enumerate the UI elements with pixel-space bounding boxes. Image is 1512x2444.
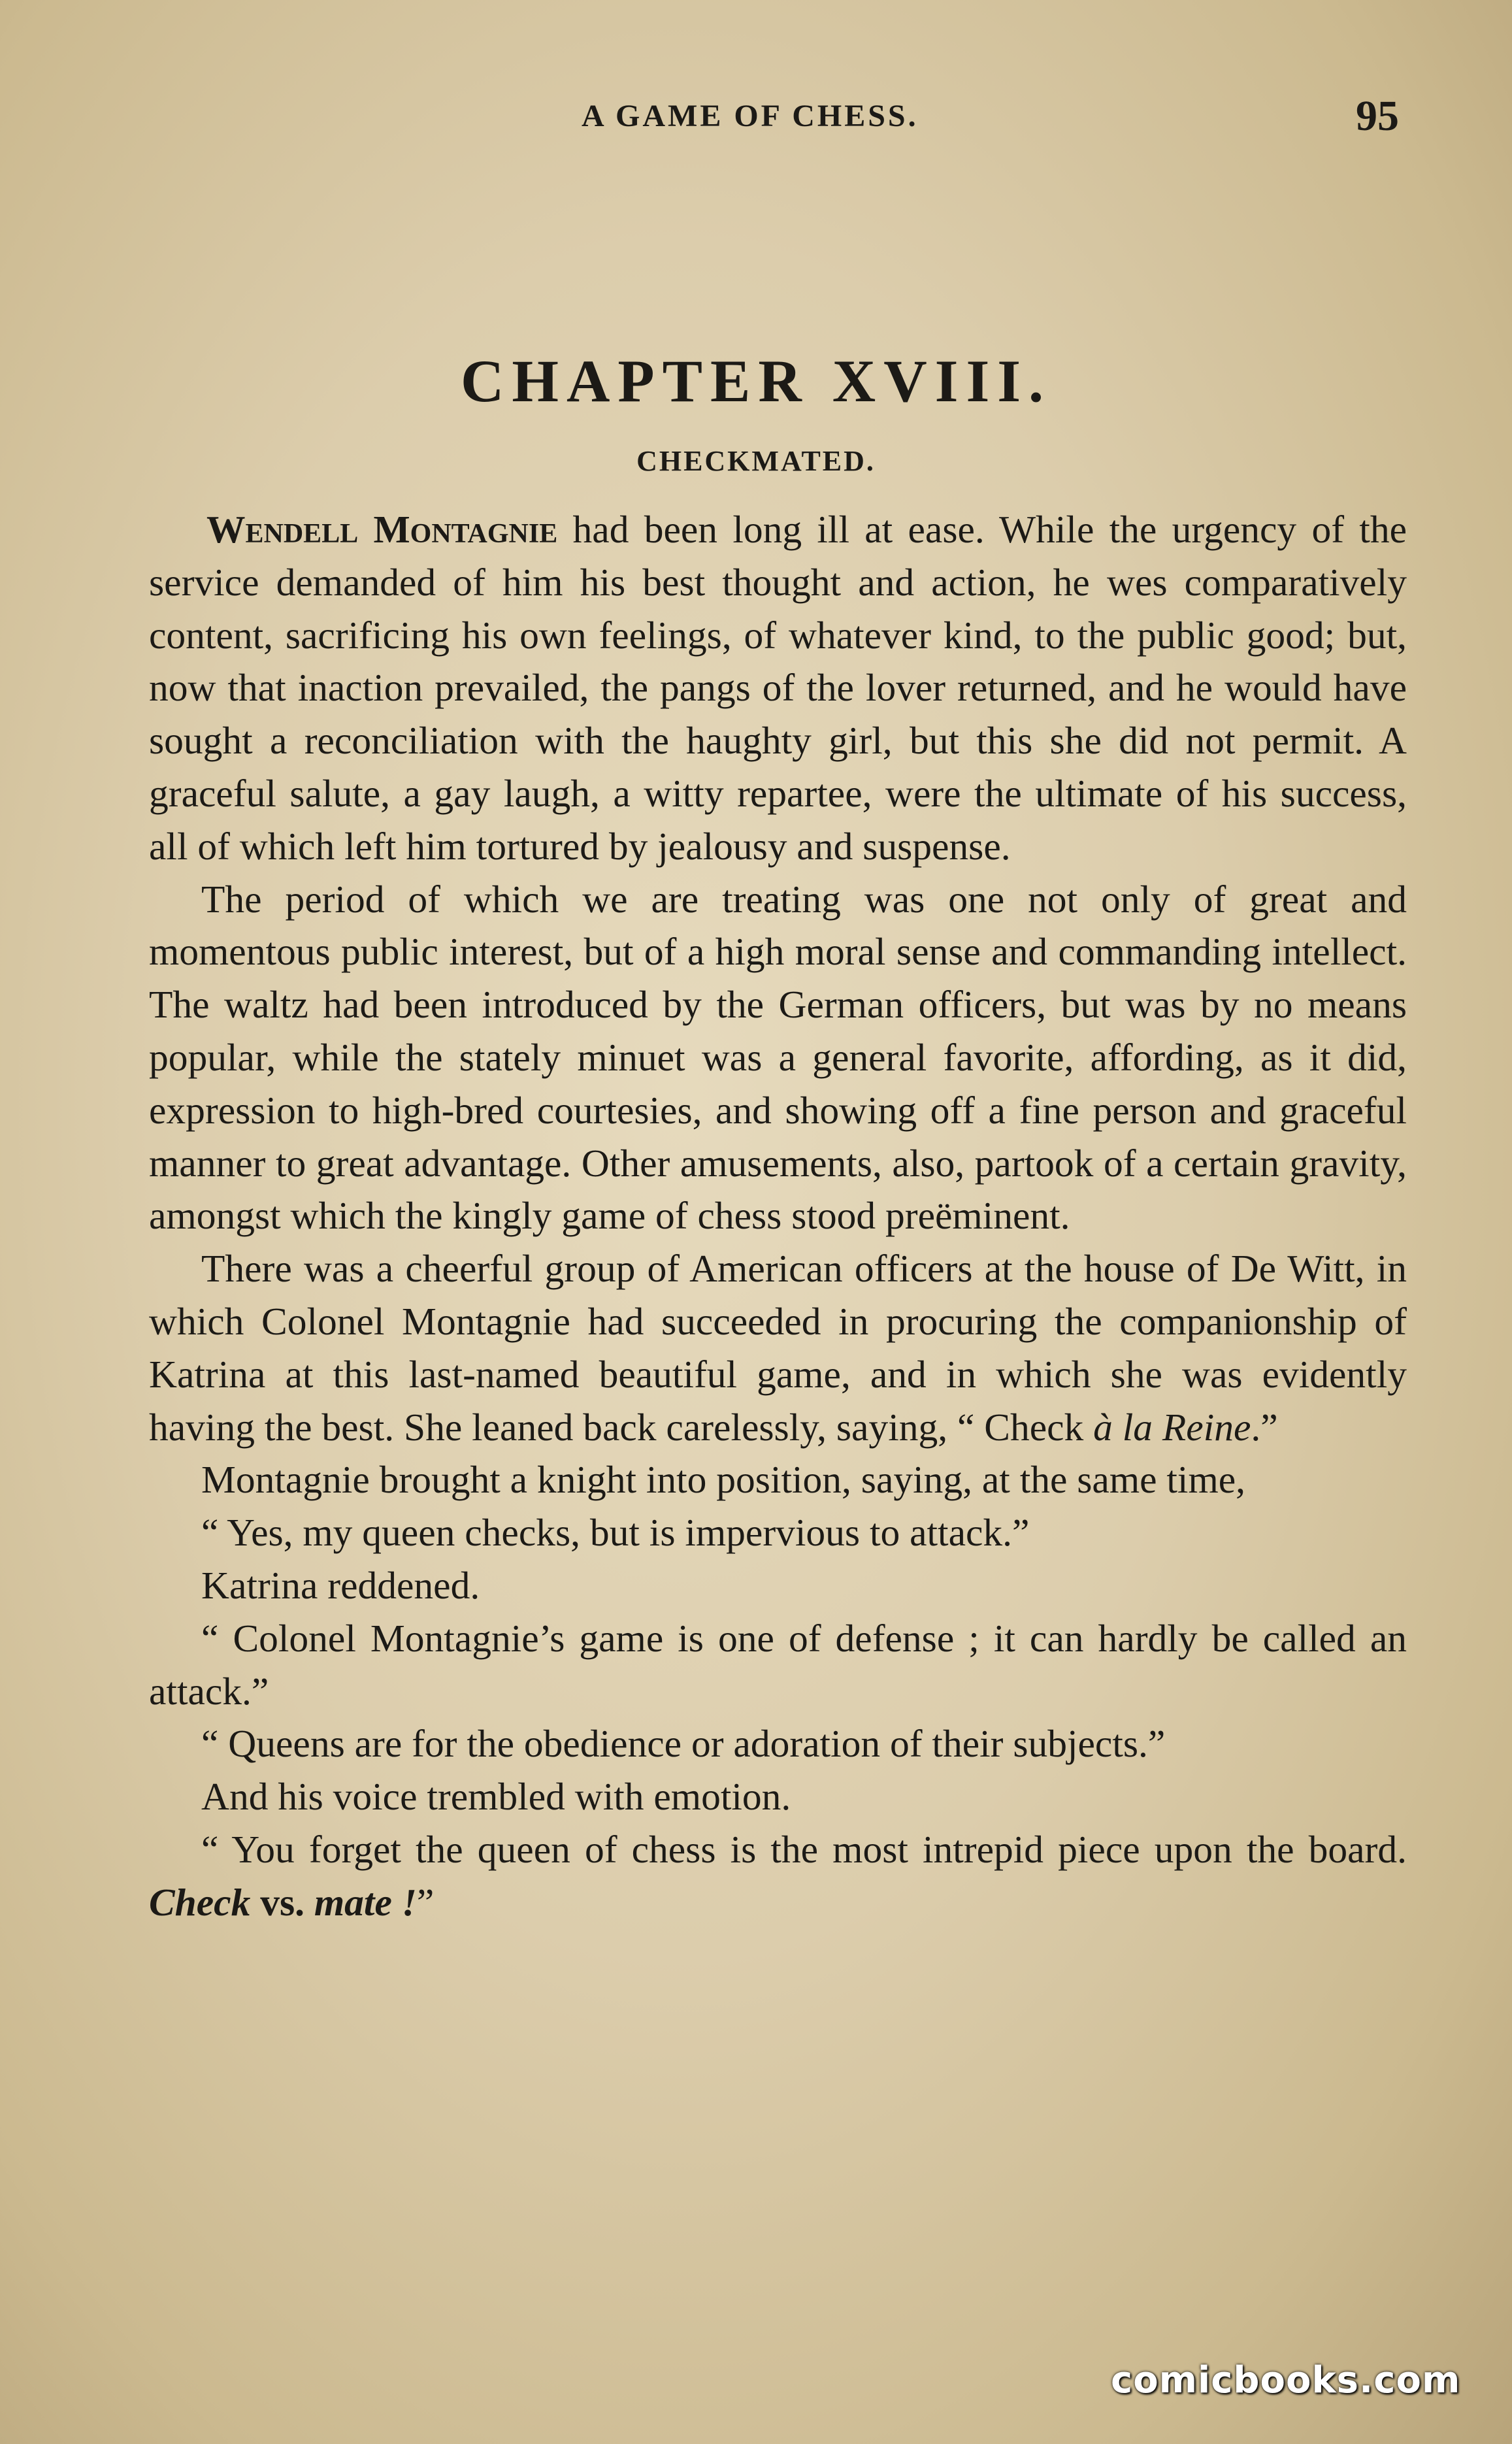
paragraph bbox=[149, 1770, 1407, 1823]
chapter-body bbox=[149, 503, 1407, 1929]
paragraph bbox=[149, 1242, 1407, 1453]
paragraph bbox=[149, 873, 1407, 1243]
paragraph-text: Katrina reddened. bbox=[201, 1563, 480, 1607]
paragraph bbox=[149, 1612, 1407, 1718]
paragraph-text: vs. bbox=[250, 1880, 314, 1924]
paragraph-italic: mate ! bbox=[314, 1880, 417, 1924]
paragraph-text: “ Yes, my queen checks, but is impervious to attack.” bbox=[201, 1511, 1030, 1555]
running-head bbox=[0, 91, 1512, 144]
paragraph-text: There was a cheerful group of American officers at the house of De Witt, in which Colonel Montagnie had succeeded in procuring the companionship of Katrina at this last-named beautiful game, and in which she was evidently having the best. She leaned back carelessly, saying, “ Check bbox=[149, 1247, 1407, 1449]
paragraph bbox=[149, 503, 1407, 873]
paragraph-text: The period of which we are treating was one not only of great and momentous public interest, but of a high moral sense and commanding intellect. The waltz had been introduced by the German officers, but was by no means popular, while the stately minuet was a general favorite, affording, as it did, expression to high-bred courtesies, and showing off a fine person and graceful manner to great advantage. Other amusements, also, partook of a certain gravity, amongst which the kingly game of chess stood preëminent. bbox=[149, 877, 1407, 1238]
paragraph bbox=[149, 1823, 1407, 1929]
watermark: comicbooks.com bbox=[1111, 2359, 1461, 2402]
paragraph-text: “ You forget the queen of chess is the most intrepid piece upon the board. bbox=[201, 1827, 1407, 1871]
page-number: 95 bbox=[1356, 92, 1399, 140]
paragraph bbox=[149, 1559, 1407, 1612]
paragraph bbox=[149, 1506, 1407, 1559]
paragraph bbox=[149, 1453, 1407, 1506]
paragraph-text: And his voice trembled with emotion. bbox=[201, 1775, 791, 1819]
paragraph-text: .” bbox=[1251, 1405, 1278, 1449]
paragraph-lead: Wendell Montagnie bbox=[206, 508, 558, 551]
paragraph-text: had been long ill at ease. While the urgency of the service demanded of him his best thought and action, he wes comparatively content, sacrificing his own feelings, of whatever kind, to the public good; but, now that inaction prevailed, the pangs of the lover returned, and he would have sought a reconciliation with the haughty girl, but this she did not permit. A graceful salute, a gay laugh, a witty repartee, were the ultimate of his success, all of which left him tortured by jealousy and suspense. bbox=[149, 508, 1407, 868]
paragraph-text: “ Colonel Montagnie’s game is one of defense ; it can hardly be called an attack.” bbox=[149, 1616, 1407, 1713]
paragraph-italic: à la Reine bbox=[1093, 1405, 1251, 1449]
paragraph-italic: Check bbox=[149, 1880, 251, 1924]
paragraph-text: Montagnie brought a knight into position, saying, at the same time, bbox=[201, 1458, 1246, 1502]
chapter-title: CHAPTER XVIII. bbox=[460, 348, 1052, 414]
paragraph-text: “ Queens are for the obedience or adoration of their subjects.” bbox=[201, 1722, 1166, 1766]
chapter-subtitle: CHECKMATED. bbox=[636, 445, 876, 477]
paragraph-text: ” bbox=[416, 1880, 435, 1924]
paragraph bbox=[149, 1717, 1407, 1770]
running-title: A GAME OF CHESS. bbox=[582, 99, 919, 133]
